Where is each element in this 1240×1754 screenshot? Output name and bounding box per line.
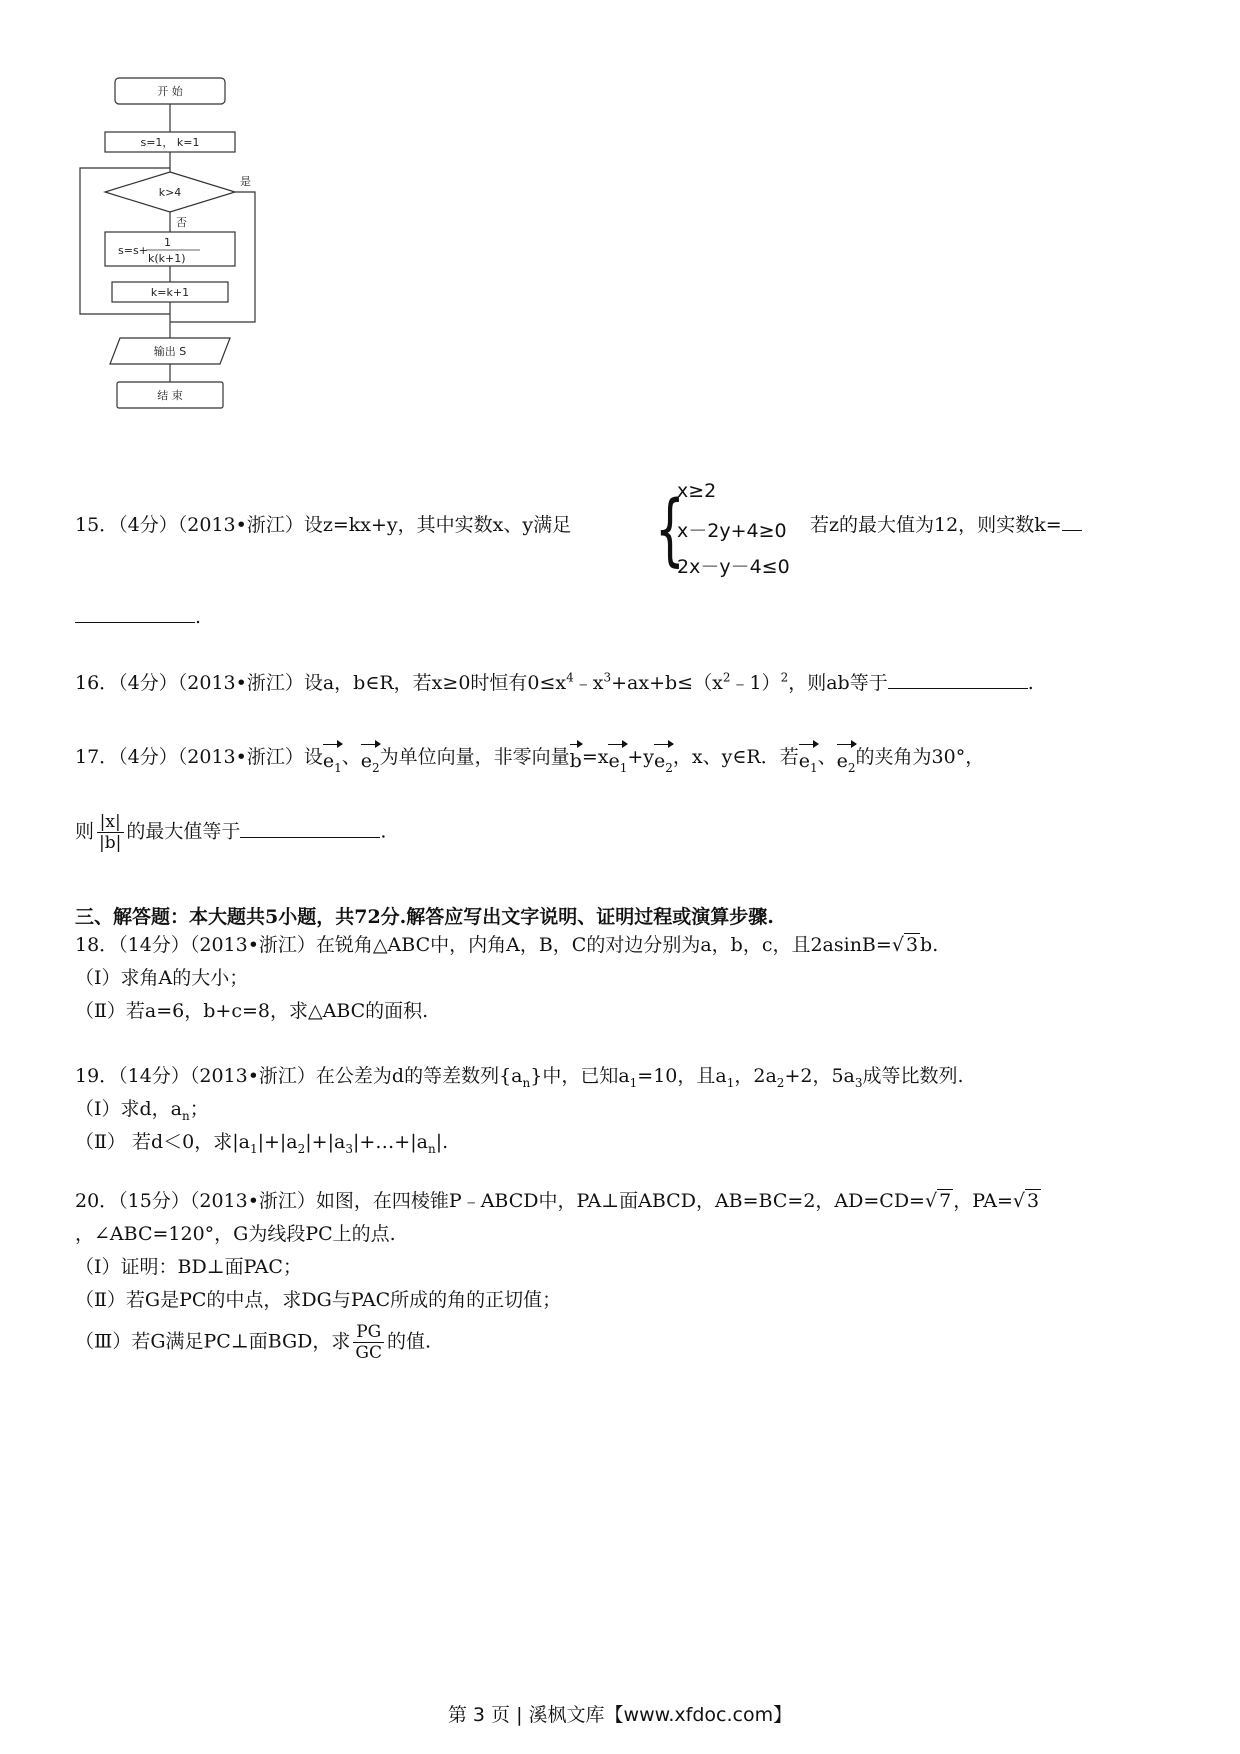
q19-part1: （Ⅰ）求d，$a_n$； <box>75 1098 209 1123</box>
q15-cond2: x－2y+4≥0 <box>677 520 787 542</box>
q20-line2: ，∠ABC=120°，G为线段PC上的点. <box>75 1223 396 1245</box>
q17-line2 <box>75 812 386 853</box>
flowchart <box>60 70 290 430</box>
q17-line2-text: 的最大值等于 <box>126 820 241 843</box>
q16-part-c: +ax+b≤（x <box>611 672 723 694</box>
flow-no-label: 否 <box>176 216 187 229</box>
q15-end: . <box>195 606 202 628</box>
q17-sep2: 、 <box>817 746 837 768</box>
flow-yes-label: 是 <box>240 175 251 188</box>
q15-blank-b[interactable] <box>75 604 195 623</box>
q17-plusy: +y <box>627 746 654 768</box>
q17-mid1: 为单位向量，非零向量 <box>379 746 570 768</box>
q16-sup2b: 2 <box>780 670 789 685</box>
q20-part2: （Ⅱ）若G是PC的中点，求DG与PAC所成的角的正切值； <box>75 1289 562 1311</box>
q16-part-a: 16．（4分）（2013•浙江）设a，b∈R，若x≥0时恒有0≤x <box>75 672 567 694</box>
flow-end-label: 结 束 <box>157 389 183 402</box>
q15-tail <box>810 512 1082 538</box>
flow-increment-label: k=k+1 <box>150 286 190 299</box>
flow-assign-num: 1 <box>164 236 171 249</box>
q17-vec-e1: $e_1$ <box>323 740 342 774</box>
q18-sqrt: √ 3 <box>891 934 919 956</box>
q20-fraction: $\frac{PG}{GC}$ <box>352 1322 385 1363</box>
q15-cond3: 2x－y－4≤0 <box>677 556 790 578</box>
q20-part3: （Ⅲ）若G满足PC⊥面BGD，求 $\frac{PG}{GC}$ 的值. <box>75 1322 432 1363</box>
q17-blank[interactable] <box>240 819 380 838</box>
question-17 <box>75 740 984 774</box>
flow-assign-prefix: s=s+ <box>118 244 148 257</box>
q15-brace: { <box>655 485 685 575</box>
q17-fraction: $\frac{|x|}{|b|}$ <box>96 812 124 853</box>
q15-text: 15．（4分）（2013•浙江）设z=kx+y，其中实数x、y满足 <box>75 514 572 536</box>
question-16 <box>75 670 1034 696</box>
flow-condition-label: k>4 <box>158 186 182 199</box>
q17-vec-e1-b: $e_1$ <box>608 740 627 774</box>
q17-tail: 的夹角为30°， <box>855 746 985 768</box>
q16-sup3: 3 <box>603 670 612 685</box>
page-footer: 第 3 页 | 溪枫文库【www.xfdoc.com】 <box>447 1704 793 1726</box>
q18-tail: b. <box>920 934 939 956</box>
q17-prefix: 17．（4分）（2013•浙江）设 <box>75 746 323 768</box>
q18-text: 18．（14分）（2013•浙江）在锐角△ABC中，内角A，B，C的对边分别为a，b，c，且2asinB= <box>75 934 892 956</box>
q17-vec-e2-c: $e_2$ <box>837 740 856 774</box>
q17-vec-b: b <box>570 740 582 774</box>
q15-blank-a[interactable] <box>1062 512 1082 531</box>
q16-part-b: ﹣x <box>573 672 604 694</box>
q16-sup4: 4 <box>566 670 574 685</box>
question-15 <box>75 512 571 538</box>
q15-tail-text: 若z的最大值为12，则实数k= <box>810 514 1062 536</box>
q18-part1: （Ⅰ）求角A的大小； <box>75 967 249 989</box>
flow-start-label: 开 始 <box>157 85 183 98</box>
q17-vec-e2-b: $e_2$ <box>654 740 673 774</box>
flow-assign-den: k(k+1) <box>148 252 186 265</box>
q20-sqrt3: √ 3 <box>1012 1190 1040 1212</box>
q17-vec-e1-c: $e_1$ <box>799 740 818 774</box>
q16-blank[interactable] <box>888 670 1028 689</box>
section-3-heading: 三、解答题：本大题共5小题，共72分.解答应写出文字说明、证明过程或演算步骤. <box>75 906 774 928</box>
q15-cond1: x≥2 <box>677 480 717 502</box>
q17-end: . <box>380 820 387 843</box>
flow-output-label: 输出 S <box>153 345 187 358</box>
q15-line2 <box>75 604 201 630</box>
question-20: 20．（15分）（2013•浙江）如图，在四棱锥P﹣ABCD中，PA⊥面ABCD，AB=BC=2，AD=CD=√ 7 ，PA=√ 3 <box>75 1190 1040 1212</box>
q16-part-e: ，则ab等于 <box>788 672 888 694</box>
question-19: 19．（14分）（2013•浙江）在公差为d的等差数列$\{a_n\}$中，已知$a_1=10$，且$a_1$，$2a_2+2$，$5a_3$成等比数列. <box>75 1065 964 1090</box>
question-18 <box>75 932 938 958</box>
q16-sup2: 2 <box>722 670 731 685</box>
q16-end: . <box>1027 672 1034 694</box>
q19-part2: （Ⅱ） 若d＜0，求$|a_1|+|a_2|+|a_3|+\dots+|a_n|$. <box>75 1131 449 1156</box>
q17-sep: 、 <box>341 746 361 768</box>
q20-part1: （Ⅰ）证明：BD⊥面PAC； <box>75 1256 302 1278</box>
q18-part2: （Ⅱ）若a=6，b+c=8，求△ABC的面积. <box>75 1000 429 1022</box>
q20-sqrt7: √ 7 <box>924 1190 952 1212</box>
q17-line2-prefix: 则 <box>75 820 95 843</box>
q15-system <box>655 480 805 590</box>
q16-part-d: ﹣1） <box>730 672 781 694</box>
q17-eq: =x <box>581 746 609 768</box>
q17-vec-e2: $e_2$ <box>361 740 380 774</box>
q17-mid2: ，x、y∈R．若 <box>672 746 799 768</box>
flow-init-label: s=1， k=1 <box>140 136 200 149</box>
